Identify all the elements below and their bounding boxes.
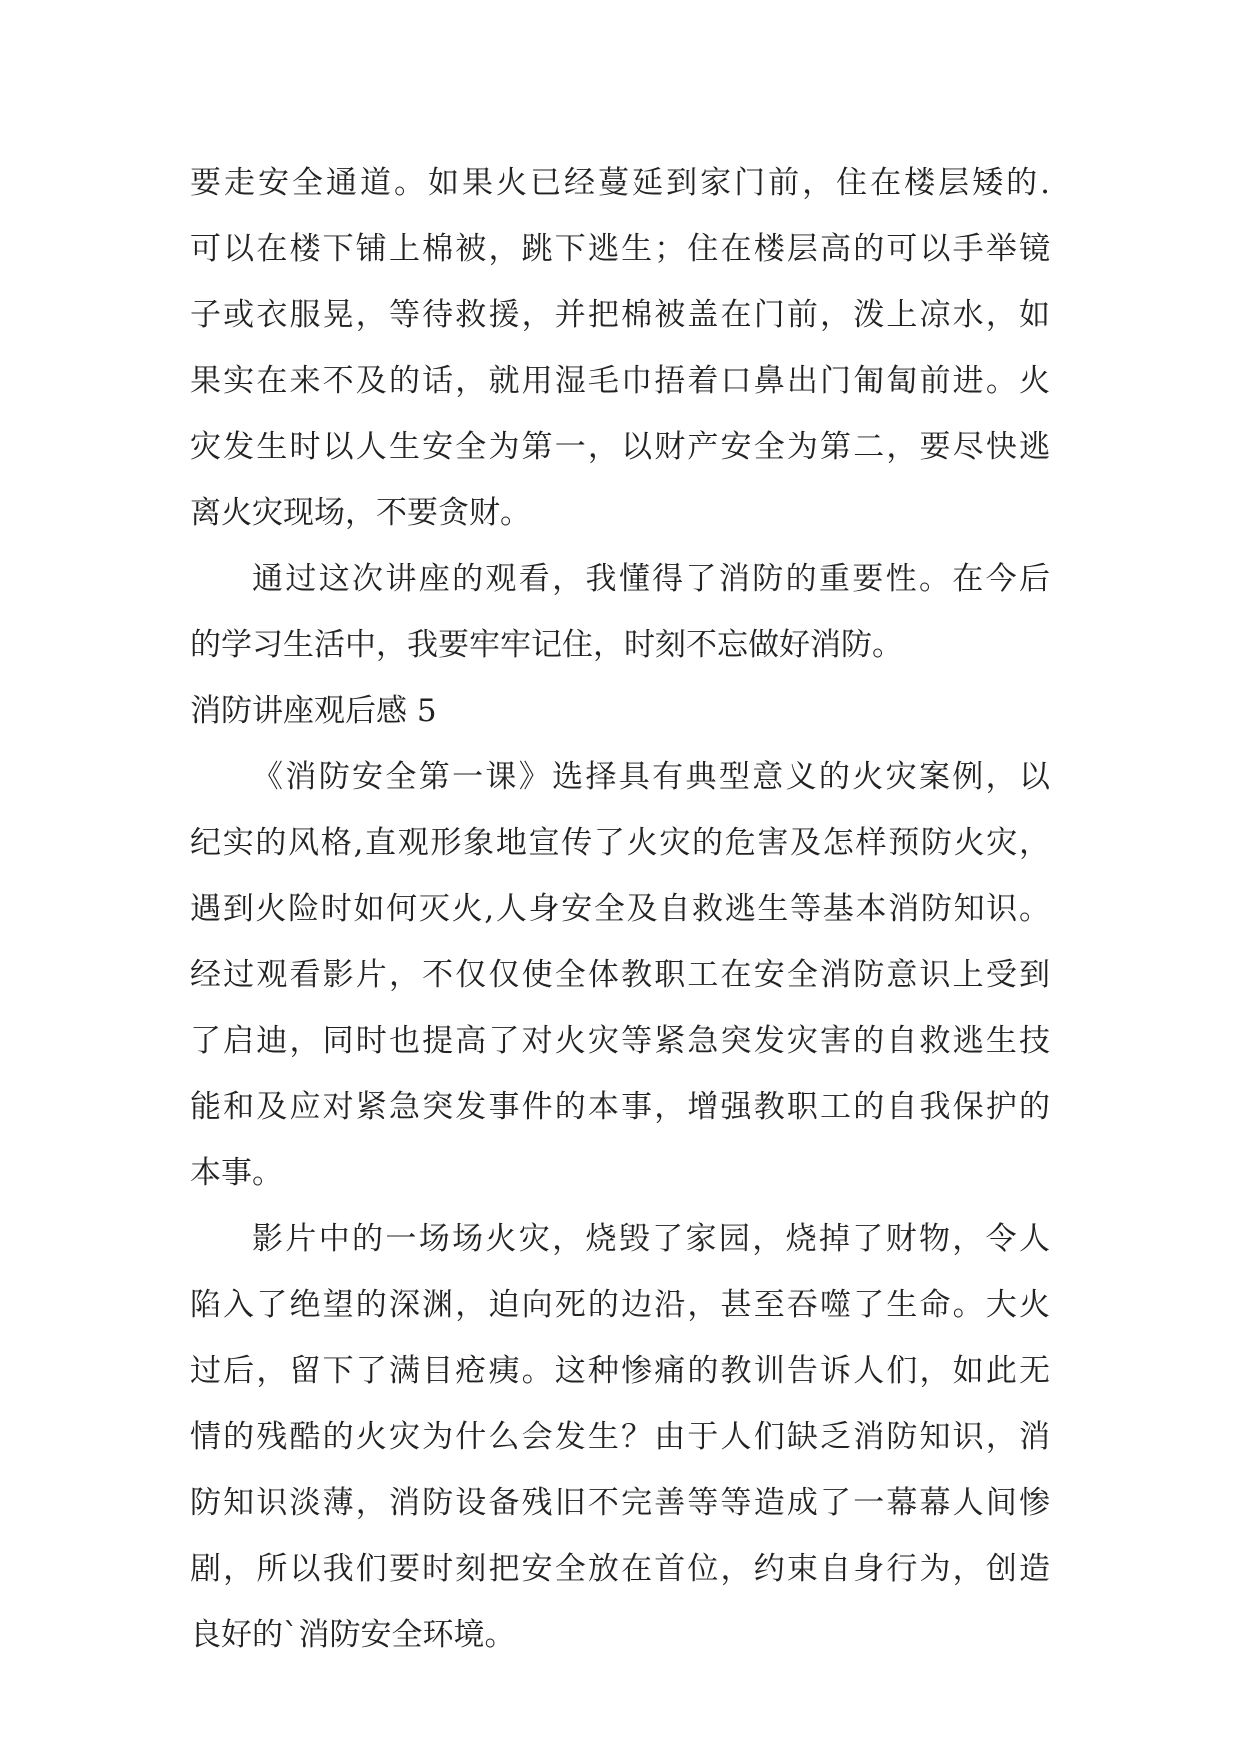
text-line: 遇到火险时如何灭火,人身安全及自救逃生等基本消防知识。 (190, 891, 1050, 927)
paragraph-first-line: 影片中的一场场火灾，烧毁了家园，烧掉了财物，令人 (252, 1221, 1050, 1257)
text-line: 经过观看影片，不仅仅使全体教职工在安全消防意识上受到 (190, 957, 1050, 993)
text-line: 要走安全通道。如果火已经蔓延到家门前，住在楼层矮的. (190, 165, 1050, 201)
text-line: 陷入了绝望的深渊，迫向死的边沿，甚至吞噬了生命。大火 (190, 1287, 1050, 1323)
text-line: 灾发生时以人生安全为第一，以财产安全为第二，要尽快逃 (190, 429, 1050, 465)
text-line: 的学习生活中，我要牢牢记住，时刻不忘做好消防。 (190, 627, 903, 663)
text-line: 良好的`消防安全环境。 (190, 1617, 516, 1653)
text-line: 能和及应对紧急突发事件的本事，增强教职工的自我保护的 (190, 1089, 1050, 1125)
paragraph-first-line: 通过这次讲座的观看，我懂得了消防的重要性。在今后 (252, 561, 1050, 597)
text-line: 果实在来不及的话，就用湿毛巾捂着口鼻出门匍匐前进。火 (190, 363, 1050, 399)
text-line: 子或衣服晃，等待救援，并把棉被盖在门前，泼上凉水，如 (190, 297, 1050, 333)
text-line: 离火灾现场，不要贪财。 (190, 495, 531, 531)
section-heading: 消防讲座观后感 5 (190, 693, 437, 729)
text-line: 可以在楼下铺上棉被，跳下逃生；住在楼层高的可以手举镜 (190, 231, 1050, 267)
text-line: 防知识淡薄，消防设备残旧不完善等等造成了一幕幕人间惨 (190, 1485, 1050, 1521)
text-line: 纪实的风格,直观形象地宣传了火灾的危害及怎样预防火灾， (190, 825, 1050, 861)
text-line: 情的残酷的火灾为什么会发生？由于人们缺乏消防知识，消 (190, 1419, 1050, 1455)
text-line: 过后，留下了满目疮痍。这种惨痛的教训告诉人们，如此无 (190, 1353, 1050, 1389)
text-line: 本事。 (190, 1155, 283, 1191)
paragraph-first-line: 《消防安全第一课》选择具有典型意义的火灾案例，以 (252, 759, 1050, 795)
text-line: 了启迪，同时也提高了对火灾等紧急突发灾害的自救逃生技 (190, 1023, 1050, 1059)
text-line: 剧，所以我们要时刻把安全放在首位，约束自身行为，创造 (190, 1551, 1050, 1587)
